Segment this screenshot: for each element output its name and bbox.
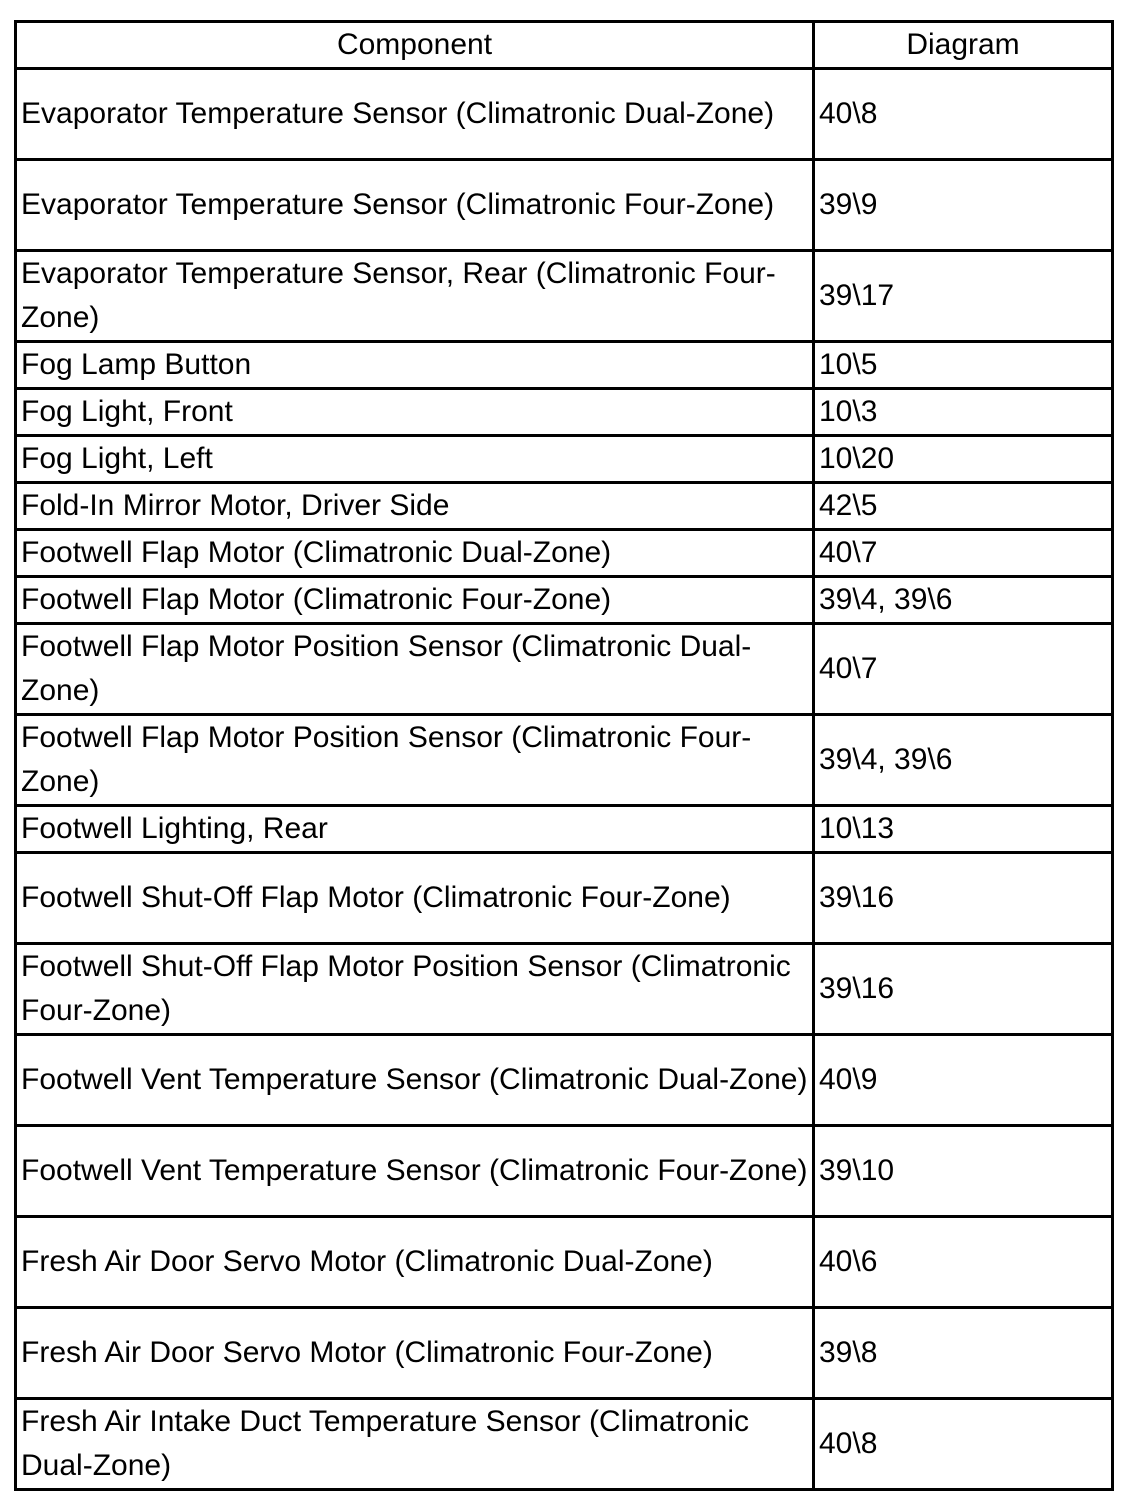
diagram-cell: 10\20 [814, 436, 1113, 483]
table-row [16, 624, 1113, 715]
table-row [16, 69, 1113, 160]
diagram-cell: 10\3 [814, 389, 1113, 436]
diagram-cell: 39\4, 39\6 [814, 715, 1113, 806]
component-cell: Footwell Shut-Off Flap Motor (Climatronic Four-Zone) [16, 853, 814, 944]
table-body [16, 69, 1113, 1490]
component-cell: Footwell Flap Motor (Climatronic Four-Zone) [16, 577, 814, 624]
diagram-cell: 40\8 [814, 69, 1113, 160]
table-row [16, 436, 1113, 483]
table-row [16, 483, 1113, 530]
diagram-cell: 10\5 [814, 342, 1113, 389]
component-cell: Footwell Flap Motor (Climatronic Dual-Zone) [16, 530, 814, 577]
component-cell: Fog Lamp Button [16, 342, 814, 389]
table-row [16, 806, 1113, 853]
diagram-cell: 39\8 [814, 1308, 1113, 1399]
diagram-cell: 39\16 [814, 944, 1113, 1035]
component-cell: Footwell Vent Temperature Sensor (Climatronic Dual-Zone) [16, 1035, 814, 1126]
diagram-cell: 39\4, 39\6 [814, 577, 1113, 624]
diagram-cell: 39\9 [814, 160, 1113, 251]
diagram-cell: 40\7 [814, 530, 1113, 577]
component-cell: Fresh Air Intake Duct Temperature Sensor (Climatronic Dual-Zone) [16, 1399, 814, 1490]
column-header-diagram: Diagram [814, 22, 1113, 69]
diagram-cell: 40\6 [814, 1217, 1113, 1308]
table-row [16, 1217, 1113, 1308]
component-diagram-table [14, 20, 1114, 1491]
table-row [16, 1399, 1113, 1490]
component-cell: Fog Light, Left [16, 436, 814, 483]
table-row [16, 251, 1113, 342]
table-row [16, 577, 1113, 624]
table-row [16, 853, 1113, 944]
table-row [16, 1035, 1113, 1126]
table-row [16, 1308, 1113, 1399]
table-row [16, 1126, 1113, 1217]
diagram-cell: 10\13 [814, 806, 1113, 853]
table-row [16, 715, 1113, 806]
diagram-cell: 39\10 [814, 1126, 1113, 1217]
component-cell: Footwell Flap Motor Position Sensor (Climatronic Four-Zone) [16, 715, 814, 806]
component-cell: Footwell Lighting, Rear [16, 806, 814, 853]
component-cell: Fog Light, Front [16, 389, 814, 436]
component-table-container [14, 20, 1114, 1491]
table-row [16, 530, 1113, 577]
table-row [16, 342, 1113, 389]
component-cell: Evaporator Temperature Sensor, Rear (Climatronic Four-Zone) [16, 251, 814, 342]
diagram-cell: 40\8 [814, 1399, 1113, 1490]
component-cell: Fresh Air Door Servo Motor (Climatronic Four-Zone) [16, 1308, 814, 1399]
diagram-cell: 40\9 [814, 1035, 1113, 1126]
component-cell: Footwell Flap Motor Position Sensor (Climatronic Dual-Zone) [16, 624, 814, 715]
table-row [16, 389, 1113, 436]
table-header-row [16, 22, 1113, 69]
diagram-cell: 39\16 [814, 853, 1113, 944]
table-row [16, 944, 1113, 1035]
component-cell: Fold-In Mirror Motor, Driver Side [16, 483, 814, 530]
component-cell: Evaporator Temperature Sensor (Climatronic Four-Zone) [16, 160, 814, 251]
column-header-component: Component [16, 22, 814, 69]
table-row [16, 160, 1113, 251]
component-cell: Evaporator Temperature Sensor (Climatronic Dual-Zone) [16, 69, 814, 160]
component-cell: Fresh Air Door Servo Motor (Climatronic Dual-Zone) [16, 1217, 814, 1308]
component-cell: Footwell Shut-Off Flap Motor Position Sensor (Climatronic Four-Zone) [16, 944, 814, 1035]
component-cell: Footwell Vent Temperature Sensor (Climatronic Four-Zone) [16, 1126, 814, 1217]
diagram-cell: 40\7 [814, 624, 1113, 715]
diagram-cell: 39\17 [814, 251, 1113, 342]
diagram-cell: 42\5 [814, 483, 1113, 530]
